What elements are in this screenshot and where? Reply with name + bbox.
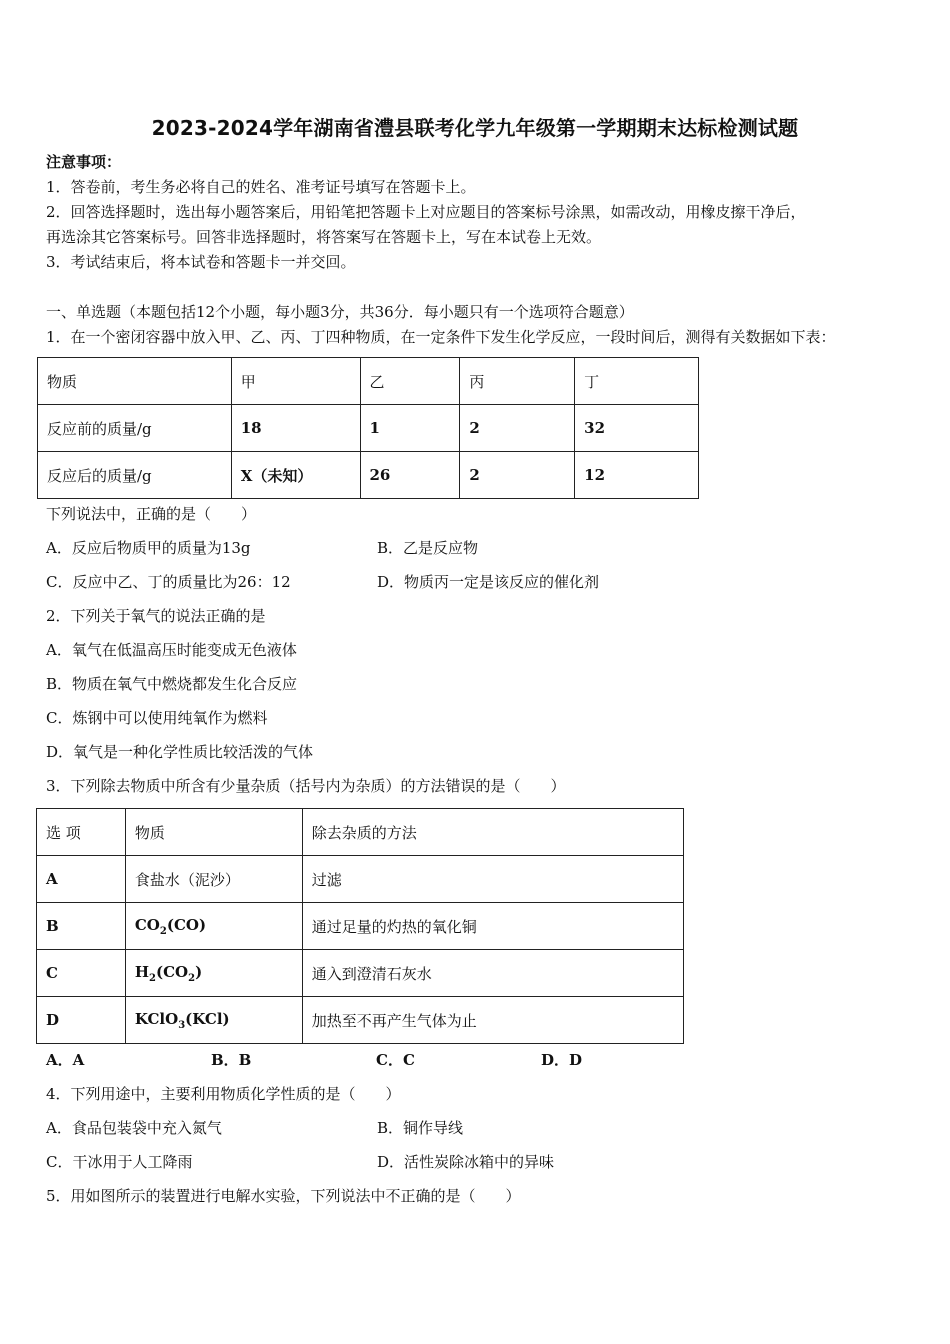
table-cell: X（未知）: [231, 452, 360, 499]
table-cell: 通过足量的灼热的氧化铜: [302, 903, 683, 950]
table-row: [37, 809, 684, 856]
exam-title: 2023-2024学年湖南省澧县联考化学九年级第一学期期末达标检测试题: [151, 116, 799, 140]
question-4-stem: 4．下列用途中，主要利用物质化学性质的是（ ）: [46, 1085, 401, 1103]
option-d: D．氧气是一种化学性质比较活泼的气体: [46, 743, 314, 761]
table-cell: 丙: [460, 358, 575, 405]
table-cell: 加热至不再产生气体为止: [302, 997, 683, 1044]
table-row: [37, 903, 684, 950]
option-a: A．氧气在低温高压时能变成无色液体: [46, 641, 297, 659]
notes-heading: 注意事项：: [46, 153, 122, 171]
table-cell: 除去杂质的方法: [302, 809, 683, 856]
table-cell: 甲: [231, 358, 360, 405]
table-cell: C: [37, 950, 126, 997]
option-a: A．反应后物质甲的质量为13g: [46, 539, 251, 557]
option-b: B．物质在氧气中燃烧都发生化合反应: [46, 675, 298, 693]
table-cell: 通入到澄清石灰水: [302, 950, 683, 997]
option-b: B．B: [211, 1051, 252, 1069]
table-cell: 1: [360, 405, 460, 452]
table-cell: 过滤: [302, 856, 683, 903]
question-3-table: [36, 808, 684, 1044]
table-cell: 18: [231, 405, 360, 452]
table-cell: 2: [460, 405, 575, 452]
table-cell: B: [37, 903, 126, 950]
table-cell: A: [37, 856, 126, 903]
table-row: [37, 997, 684, 1044]
table-cell: 2: [460, 452, 575, 499]
table-row: [38, 452, 699, 499]
table-cell: 乙: [360, 358, 460, 405]
table-cell: 反应后的质量/g: [38, 452, 232, 499]
question-2-stem: 2．下列关于氧气的说法正确的是: [46, 607, 266, 625]
question-1-table: [37, 357, 699, 499]
option-b: B．乙是反应物: [377, 539, 479, 557]
question-1-stem: 1．在一个密闭容器中放入甲、乙、丙、丁四种物质，在一定条件下发生化学反应，一段时间后，测得有关数据如下表：: [46, 328, 836, 346]
option-b: B．铜作导线: [377, 1119, 464, 1137]
table-row: [38, 405, 699, 452]
option-c: C．炼钢中可以使用纯氧作为燃料: [46, 709, 268, 727]
option-a: A．食品包装袋中充入氮气: [46, 1119, 222, 1137]
table-cell: D: [37, 997, 126, 1044]
option-c: C．干冰用于人工降雨: [46, 1153, 193, 1171]
option-d: D．活性炭除冰箱中的异味: [377, 1153, 555, 1171]
note-item: 3．考试结束后，将本试卷和答题卡一并交回。: [46, 253, 356, 271]
table-cell: 物质: [38, 358, 232, 405]
table-cell: KClO$_3$(KCl): [125, 997, 302, 1044]
option-c: C．C: [376, 1051, 415, 1069]
table-cell: 32: [575, 405, 699, 452]
question-1-ask: 下列说法中，正确的是（ ）: [46, 505, 257, 523]
table-cell: $H_2(CO_2)$: [125, 950, 302, 997]
table-cell: 丁: [575, 358, 699, 405]
note-item: 2．回答选择题时，选出每小题答案后，用铅笔把答题卡上对应题目的答案标号涂黑，如需改动，用橡皮擦干净后，: [46, 203, 806, 221]
section-heading: 一、单选题（本题包括12个小题，每小题3分，共36分．每小题只有一个选项符合题意）: [46, 303, 634, 321]
option-d: D．物质丙一定是该反应的催化剂: [377, 573, 600, 591]
note-item: 再选涂其它答案标号。回答非选择题时，将答案写在答题卡上，写在本试卷上无效。: [46, 228, 602, 246]
option-a: A．A: [46, 1051, 85, 1069]
question-3-stem: 3．下列除去物质中所含有少量杂质（括号内为杂质）的方法错误的是（ ）: [46, 777, 566, 795]
table-cell: 12: [575, 452, 699, 499]
table-row: [38, 358, 699, 405]
table-cell: 物质: [125, 809, 302, 856]
note-item: 1．答卷前，考生务必将自己的姓名、准考证号填写在答题卡上。: [46, 178, 476, 196]
table-cell: $CO_2(CO)$: [125, 903, 302, 950]
table-cell: 反应前的质量/g: [38, 405, 232, 452]
table-row: [37, 950, 684, 997]
option-c: C．反应中乙、丁的质量比为26：12: [46, 573, 291, 591]
option-d: D．D: [541, 1051, 583, 1069]
table-cell: 食盐水（泥沙）: [125, 856, 302, 903]
table-cell: 选 项: [37, 809, 126, 856]
table-cell: 26: [360, 452, 460, 499]
question-5-stem: 5．用如图所示的装置进行电解水实验，下列说法中不正确的是（ ）: [46, 1187, 521, 1205]
table-row: [37, 856, 684, 903]
